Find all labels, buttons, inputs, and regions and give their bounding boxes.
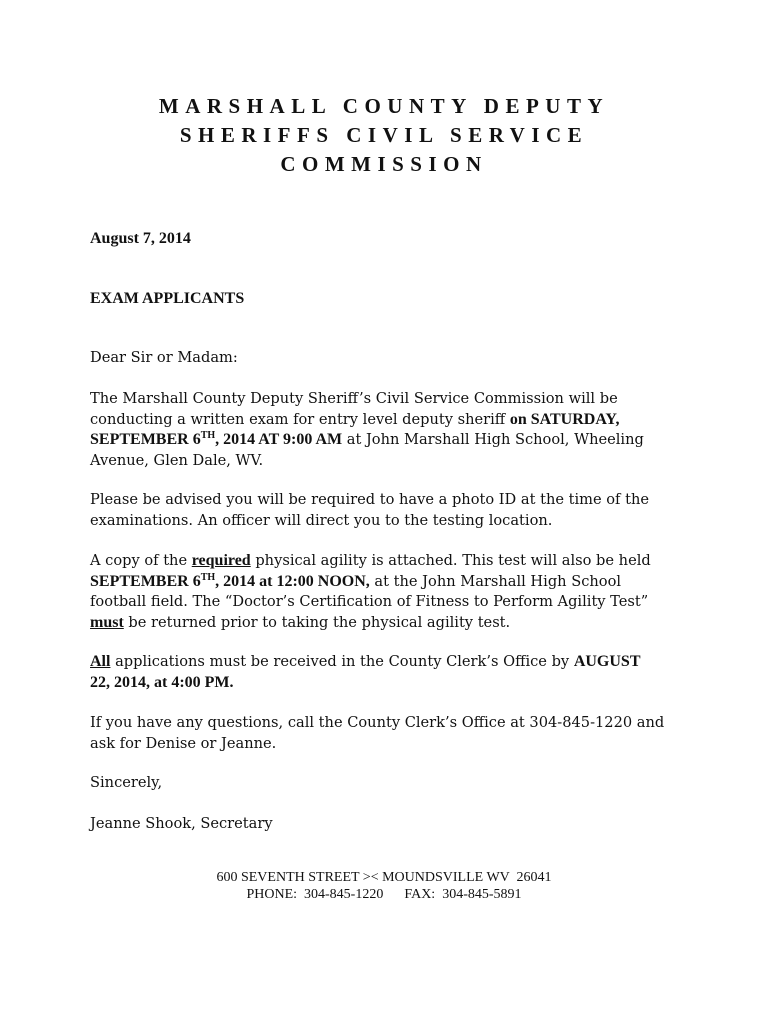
agility-date-month: SEPTEMBER 6: [90, 572, 201, 590]
p1-line-2: [90, 410, 690, 431]
p1-line-2-text: conducting a written exam for entry level deputy sheriff: [90, 410, 510, 428]
paragraph-agility-test: [90, 551, 690, 633]
paragraph-deadline: [90, 652, 690, 693]
p3-line-3: football field. The “Doctor’s Certification of Fitness to Perform Agility Test”: [90, 593, 649, 610]
p4-line-1-b: applications must be received in the County Clerk’s Office by: [110, 653, 574, 670]
paragraph-photo-id: [90, 490, 690, 531]
p2-line-1: Please be advised you will be required to have a photo ID at the time of the: [90, 491, 649, 508]
exam-date-suffix: TH: [200, 430, 216, 441]
footer-address: 600 SEVENTH STREET >< MOUNDSVILLE WV 26041: [216, 870, 552, 885]
p1-line-4: Avenue, Glen Dale, WV.: [90, 451, 264, 469]
p1-line-1: The Marshall County Deputy Sheriff’s Civil Service Commission will be: [90, 390, 618, 407]
must-emphasis: must: [90, 613, 124, 631]
p5-line-2: ask for Denise or Jeanne.: [90, 734, 277, 752]
salutation: [90, 348, 690, 369]
p3-line-4: [90, 613, 690, 634]
p5-line-1: If you have any questions, call the County Clerk’s Office at 304-845-1220 and: [90, 714, 665, 731]
paragraph-questions: [90, 713, 690, 754]
footer-phone-fax: PHONE: 304-845-1220 FAX: 304-845-5891: [246, 887, 522, 902]
p2-line-2: examinations. An officer will direct you to the testing location.: [90, 511, 553, 529]
p3-line-2: [90, 572, 690, 593]
agility-location: at the John Marshall High School: [369, 572, 622, 590]
closing: [90, 773, 690, 794]
p3-line-1-c: physical agility is attached. This test will also be held: [250, 552, 651, 569]
exam-day: on SATURDAY,: [509, 410, 620, 428]
signature-text: Jeanne Shook, Secretary: [90, 815, 273, 832]
exam-date-month: SEPTEMBER 6: [90, 431, 201, 448]
p4-line-2: [90, 673, 690, 694]
letter-date: August 7, 2014: [90, 230, 191, 247]
signature: [90, 814, 690, 835]
letterhead-line-2: SHERIFFS CIVIL SERVICE: [179, 123, 589, 147]
agility-date-time: , 2014 at 12:00 NOON,: [215, 572, 370, 590]
deadline-month: AUGUST: [573, 653, 641, 670]
exam-date: [90, 431, 342, 448]
exam-location: at John Marshall High School, Wheeling: [342, 431, 644, 448]
p3-line-1: [90, 551, 690, 572]
deadline-date: 22, 2014, at 4:00 PM.: [90, 673, 234, 691]
p3-line-1-a: A copy of the: [90, 552, 192, 569]
agility-date-suffix: TH: [200, 571, 216, 583]
p1-line-3: [90, 430, 690, 451]
closing-text: Sincerely,: [90, 774, 163, 791]
agility-date: [90, 573, 370, 590]
letter-recipient: EXAM APPLICANTS: [90, 290, 245, 307]
all-emphasis: All: [90, 653, 111, 670]
letterhead-title: [0, 92, 768, 179]
p3-line-4-b: be returned prior to taking the physical agility test.: [123, 613, 511, 631]
exam-date-time: , 2014 AT 9:00 AM: [215, 431, 343, 448]
letterhead-line-1: MARSHALL COUNTY DEPUTY: [158, 94, 610, 118]
p4-line-1: [90, 652, 690, 673]
salutation-text: Dear Sir or Madam:: [90, 349, 238, 366]
required-emphasis: required: [191, 552, 251, 569]
letterhead-line-3: COMMISSION: [280, 152, 488, 176]
paragraph-exam-details: [90, 389, 690, 471]
